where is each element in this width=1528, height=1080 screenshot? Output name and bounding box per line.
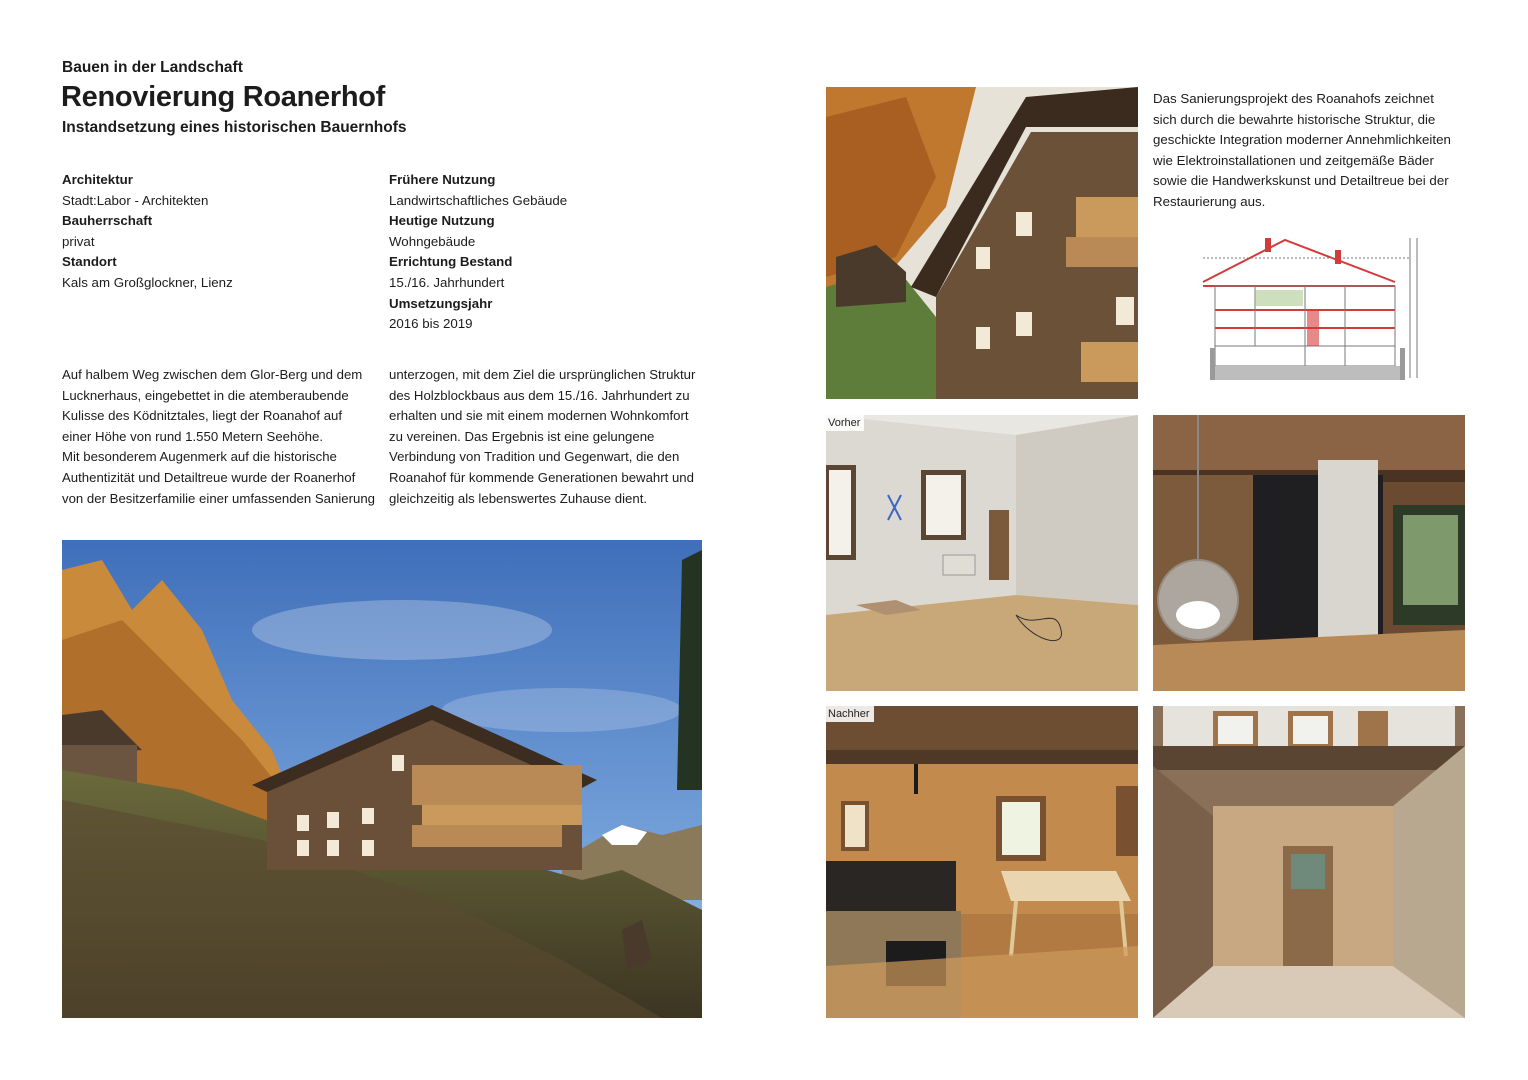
body-line: Kulisse des Ködnitztales, liegt der Roanahof auf: [62, 408, 343, 424]
body-column-left: [62, 365, 375, 509]
body-line: unterzogen, mit dem Ziel die ursprünglichen Struktur: [389, 367, 696, 382]
facts-right: [389, 170, 567, 335]
body-line: erhalten und sie mit einem modernen Wohnkomfort: [389, 408, 689, 424]
before-label: Vorher: [826, 415, 864, 431]
body-line: einer Höhe von rund 1.550 Metern Seehöhe.: [62, 428, 324, 444]
body-line: Authentizität und Detailtreue wurde der Roanerhof: [62, 469, 356, 485]
body-line: Lucknerhaus, eingebettet in die atemberaubende: [62, 387, 349, 403]
body-line: Mit besonderem Augenmerk auf die historische: [62, 449, 337, 465]
after-hallway-photo: [1153, 706, 1465, 1018]
body-line: sich durch die bewahrte historische Struktur, die: [1153, 111, 1436, 127]
exterior-main-photo: [62, 540, 702, 1018]
body-line: Das Sanierungsprojekt des Roanahofs zeichnet: [1153, 91, 1434, 106]
after-kitchen-photo: [826, 706, 1138, 1018]
body-line: Roanahof für kommende Generationen bewahrt und: [389, 469, 694, 485]
body-line: zu vereinen. Das Ergebnis ist eine gelungene: [389, 428, 655, 444]
before-interior-photo: [826, 415, 1138, 691]
building-section-drawing: [1195, 228, 1437, 398]
body-line: Auf halbem Weg zwischen dem Glor-Berg und dem: [62, 367, 363, 382]
fact-value: 15./16. Jahrhundert: [389, 274, 505, 290]
fact-value: Wohngebäude: [389, 233, 476, 249]
body-line: wie Elektroinstallationen und zeitgemäße Bäder: [1153, 152, 1434, 168]
fact-value: Landwirtschaftliches Gebäude: [389, 192, 568, 208]
fact-label: Standort: [62, 254, 117, 270]
fact-value: privat: [62, 233, 95, 249]
fact-value: Kals am Großglockner, Lienz: [62, 274, 233, 290]
fact-label: Architektur: [62, 172, 133, 187]
section-kicker: Bauen in der Landschaft: [62, 59, 243, 76]
fact-label: Umsetzungsjahr: [389, 295, 493, 311]
fact-label: Frühere Nutzung: [389, 172, 496, 187]
body-line: Restaurierung aus.: [1153, 193, 1266, 209]
loft-interior-photo: [1153, 415, 1465, 691]
after-label: Nachher: [826, 706, 874, 722]
page-subtitle: Instandsetzung eines historischen Bauernhofs: [62, 119, 407, 136]
fact-label: Bauherrschaft: [62, 213, 153, 229]
page-title: Renovierung Roanerhof: [61, 81, 386, 113]
body-line: gleichzeitig als lebenswertes Zuhause dient.: [389, 490, 648, 506]
fact-label: Errichtung Bestand: [389, 254, 513, 270]
body-line: Verbindung von Tradition und Gegenwart, die den: [389, 449, 680, 465]
fact-label: Heutige Nutzung: [389, 213, 495, 229]
body-line: geschickte Integration moderner Annehmlichkeiten: [1153, 132, 1451, 148]
fact-value: 2016 bis 2019: [389, 316, 473, 332]
body-line: sowie die Handwerkskunst und Detailtreue bei der: [1153, 173, 1449, 189]
exterior-detail-photo: [826, 87, 1138, 399]
body-line: des Holzblockbaus aus dem 15./16. Jahrhundert zu: [389, 387, 690, 403]
fact-value: Stadt:Labor - Architekten: [62, 192, 209, 208]
intro-text-right: [1153, 89, 1451, 213]
facts-left: [62, 170, 233, 294]
body-line: von der Besitzerfamilie einer umfassenden Sanierung: [62, 490, 376, 506]
body-column-right: [389, 365, 695, 509]
